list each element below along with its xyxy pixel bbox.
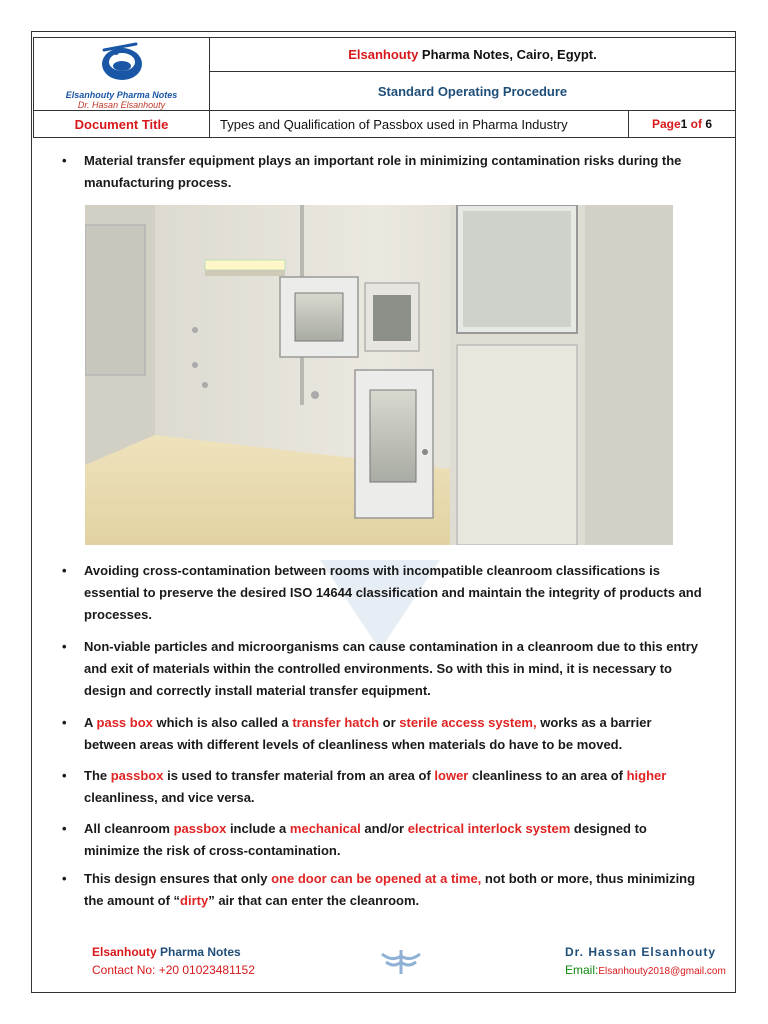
highlight-text: transfer hatch <box>292 715 380 730</box>
highlight-text: dirty <box>180 893 209 908</box>
bullet-item <box>62 765 704 809</box>
bullet-item <box>62 150 704 194</box>
page-word: Page <box>651 117 681 131</box>
body-text: A <box>84 715 97 730</box>
footer-brand-red: Elsanhouty <box>92 945 157 959</box>
page-current: 1 <box>680 117 688 131</box>
email-address[interactable]: Elsanhouty2018@gmail.com <box>598 966 726 977</box>
logo-icon <box>92 40 152 84</box>
bullet-item <box>62 636 704 702</box>
sop-subtitle: Standard Operating Procedure <box>210 72 736 111</box>
body-text: Avoiding cross-contamination between rooms with incompatible cleanroom classifications is essential to preserve the desired ISO 14644 classification and maintain the integrity of products and processes. <box>84 563 702 622</box>
passbox-photo <box>85 205 673 545</box>
body-text: cleanliness to an area of <box>468 768 627 783</box>
body-text: Material transfer equipment plays an important role in minimizing contamination risks during the manufacturing process. <box>84 153 682 190</box>
body-text: cleanliness, and vice versa. <box>84 790 255 805</box>
body-text: Non-viable particles and microorganisms can cause contamination in a cleanroom due to this entry and exit of materials within the controlled environments. So with this in mind, it is necessary to design and correctly install material transfer equipment. <box>84 639 699 698</box>
header-table <box>33 37 736 138</box>
doc-title: Types and Qualification of Passbox used in Pharma Industry <box>210 111 629 138</box>
highlight-text: higher <box>626 768 667 783</box>
page-number <box>629 111 736 138</box>
org-name-red: Elsanhouty <box>348 47 419 63</box>
logo-name: Elsanhouty Pharma Notes <box>65 90 178 100</box>
highlight-text: passbox <box>173 821 227 836</box>
highlight-text: electrical interlock system <box>407 821 571 836</box>
body-text: is used to transfer material from an area of <box>163 768 435 783</box>
body-text: include a <box>226 821 290 836</box>
bullet-glyph: • <box>62 563 67 578</box>
footer-email <box>565 963 726 977</box>
body-text: The <box>84 768 111 783</box>
bullet-glyph: • <box>62 768 67 783</box>
page-total: 6 <box>705 117 713 131</box>
logo-doctor: Dr. Hasan Elsanhouty <box>77 100 166 110</box>
body-text: designed to minimize the risk of cross-contamination. <box>84 821 647 858</box>
highlight-text: lower <box>434 768 469 783</box>
body-text: This design ensures that only <box>84 871 272 886</box>
highlight-text: sterile access system, <box>399 715 537 730</box>
body-text: which is also called a <box>152 715 293 730</box>
bullet-item <box>62 818 704 862</box>
footer-brand <box>92 945 241 959</box>
highlight-text: one door can be opened at a time, <box>271 871 482 886</box>
body-text: ” air that can enter the cleanroom. <box>208 893 420 908</box>
bullet-glyph: • <box>62 821 67 836</box>
body-text: All cleanroom <box>84 821 174 836</box>
logo-cell <box>34 38 210 111</box>
bullet-item <box>62 560 704 626</box>
bullet-glyph: • <box>62 871 67 886</box>
email-label: Email: <box>565 963 599 977</box>
bullet-item <box>62 712 704 756</box>
body-text: or <box>379 715 400 730</box>
bullet-glyph: • <box>62 715 67 730</box>
footer-contact: Contact No: +20 01023481152 <box>92 963 255 977</box>
body-text: not both or more, thus minimizing the amount of “ <box>84 871 696 908</box>
bullet-glyph: • <box>62 153 67 168</box>
doc-title-label: Document Title <box>34 111 210 138</box>
footer-doctor: Dr. Hassan Elsanhouty <box>565 945 717 959</box>
org-name <box>210 38 736 72</box>
highlight-text: pass box <box>96 715 153 730</box>
body-text: and/or <box>360 821 408 836</box>
bullet-glyph: • <box>62 639 67 654</box>
bullet-item <box>62 868 704 912</box>
org-name-rest: Pharma Notes, Cairo, Egypt. <box>418 47 597 63</box>
highlight-text: passbox <box>110 768 164 783</box>
highlight-text: mechanical <box>289 821 361 836</box>
footer-brand-rest: Pharma Notes <box>156 945 241 959</box>
page-of: of <box>687 117 706 131</box>
body-text: works as a barrier between areas with different levels of cleanliness when materials do have to be moved. <box>84 715 652 752</box>
footer-caduceus-icon <box>378 948 424 974</box>
